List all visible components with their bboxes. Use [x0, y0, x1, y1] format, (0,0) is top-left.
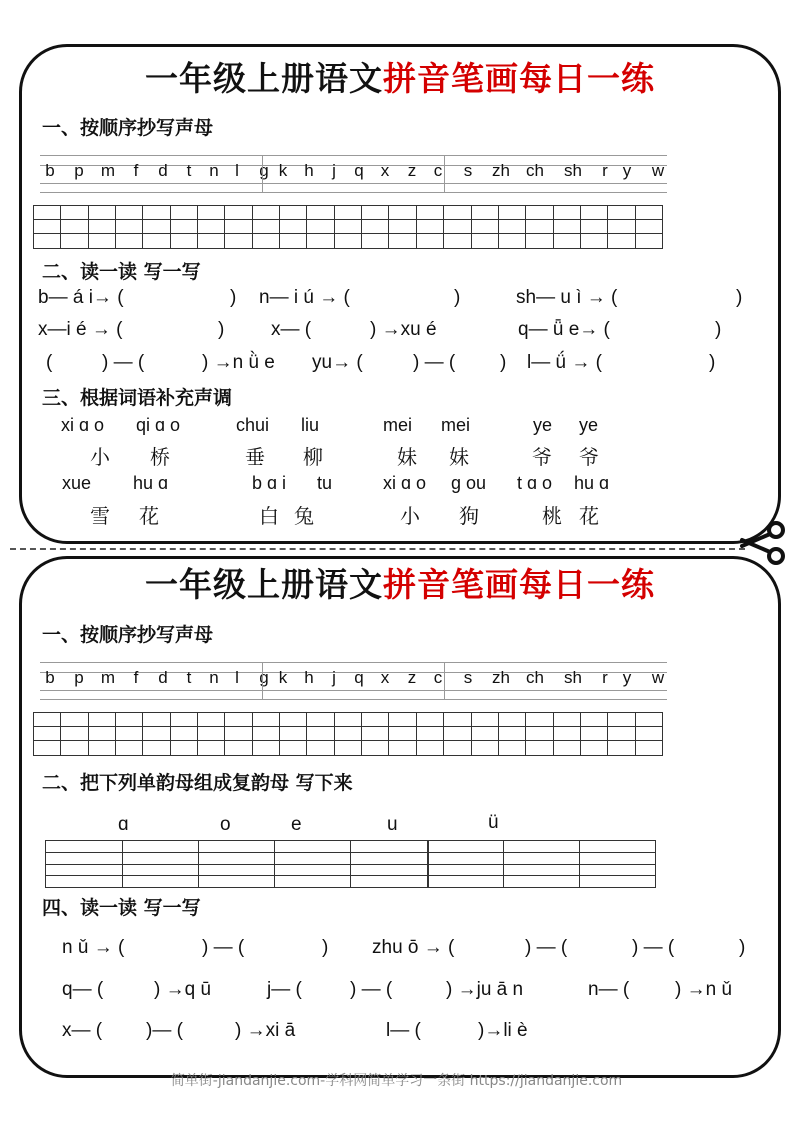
exercise-text: ): [500, 352, 507, 373]
grid-cell[interactable]: [280, 234, 307, 248]
hanzi-char: 小: [90, 445, 110, 469]
grid-cell[interactable]: [362, 713, 389, 726]
grid-cell[interactable]: [198, 713, 225, 726]
grid-cell[interactable]: [362, 727, 389, 740]
cut-line: [10, 548, 745, 550]
grid-cell[interactable]: [608, 220, 635, 233]
section-heading: 一、按顺序抄写声母: [42, 624, 214, 646]
grid-cell[interactable]: [280, 220, 307, 233]
grid-cell[interactable]: [499, 713, 526, 726]
grid-cell[interactable]: [225, 206, 252, 219]
grid-cell[interactable]: [171, 206, 198, 219]
grid-cell[interactable]: [472, 206, 499, 219]
exercise-text: ) →q ū: [154, 979, 212, 1000]
grid-cell[interactable]: [34, 741, 61, 755]
exercise-text: x— (: [62, 1020, 103, 1041]
initial-letter: x: [380, 668, 390, 687]
pinyin-word: hu ɑ: [133, 473, 169, 493]
exercise-text: ): [322, 937, 329, 958]
worksheet-title: 一年级上册语文拼音笔画每日一练: [145, 565, 655, 604]
vowel-label: o: [220, 814, 231, 835]
initial-letter: p: [74, 161, 84, 180]
grid-cell[interactable]: [472, 727, 499, 740]
worksheet-card-2: [19, 556, 781, 1078]
grid-cell[interactable]: [636, 727, 662, 740]
grid-cell[interactable]: [472, 220, 499, 233]
initial-letter: f: [133, 161, 139, 180]
initial-letter: j: [332, 668, 336, 687]
grid-cell[interactable]: [554, 220, 581, 233]
hanzi-char: 桃: [542, 504, 562, 528]
pinyin-word: xi ɑ o: [61, 415, 105, 435]
worksheet-title: 一年级上册语文拼音笔画每日一练: [145, 59, 655, 98]
grid-cell[interactable]: [608, 234, 635, 248]
grid-cell[interactable]: [554, 206, 581, 219]
band-divider: [444, 662, 445, 700]
writing-grid[interactable]: [33, 712, 663, 756]
exercise-text: ) — (: [632, 937, 675, 958]
grid-cell[interactable]: [608, 206, 635, 219]
exercise-text: ) — (: [413, 352, 456, 373]
vowel-label: u: [387, 814, 398, 835]
initial-letter: s: [463, 668, 473, 687]
grid-cell[interactable]: [335, 220, 362, 233]
hanzi-char: 垂: [245, 445, 265, 469]
exercise-text: n— (: [588, 979, 630, 1000]
grid-cell[interactable]: [198, 206, 225, 219]
exercise-text: ) — (: [202, 937, 245, 958]
grid-cell[interactable]: [61, 741, 88, 755]
grid-row: [34, 234, 662, 248]
initial-letter: m: [100, 668, 116, 687]
grid-row: [34, 741, 662, 755]
exercise-text: ) — (: [525, 937, 568, 958]
grid-cell[interactable]: [581, 206, 608, 219]
grid-cell[interactable]: [171, 741, 198, 755]
section-heading: 四、读一读 写一写: [42, 897, 201, 919]
grid-cell[interactable]: [554, 727, 581, 740]
initial-letter: g: [259, 668, 269, 687]
grid-row: [34, 713, 662, 727]
section-heading: 二、把下列单韵母组成复韵母 写下来: [42, 772, 353, 794]
initial-letter: sh: [564, 668, 582, 687]
grid-cell[interactable]: [389, 727, 416, 740]
exercise-text: )— (: [146, 1020, 183, 1041]
initials-writing-band: [40, 662, 667, 700]
initial-letter: n: [209, 161, 219, 180]
exercise-text: ): [454, 287, 461, 308]
hanzi-char: 狗: [459, 504, 479, 528]
initial-letter: w: [651, 668, 665, 687]
initial-letter: ch: [526, 668, 544, 687]
exercise-text: (: [46, 352, 53, 373]
initial-letter: f: [133, 668, 139, 687]
exercise-text: n ǔ → (: [62, 937, 125, 958]
initial-letter: s: [463, 161, 473, 180]
initial-letter: p: [74, 668, 84, 687]
grid-cell[interactable]: [499, 220, 526, 233]
initial-letter: y: [622, 668, 632, 687]
initial-letter: j: [332, 161, 336, 180]
hanzi-char: 雪: [90, 504, 110, 528]
vowel-label: ü: [488, 812, 499, 833]
grid-cell[interactable]: [225, 727, 252, 740]
grid-cell[interactable]: [389, 220, 416, 233]
grid-cell[interactable]: [444, 206, 471, 219]
grid-cell[interactable]: [307, 741, 334, 755]
hanzi-char: 兔: [294, 504, 314, 528]
initial-letter: sh: [564, 161, 582, 180]
hanzi-char: 柳: [303, 445, 323, 469]
grid-cell[interactable]: [307, 206, 334, 219]
grid-cell[interactable]: [472, 234, 499, 248]
grid-cell[interactable]: [116, 713, 143, 726]
grid-row: [34, 206, 662, 220]
vowel-label: ɑ: [118, 814, 129, 835]
exercise-text: ) →xi ā: [235, 1020, 296, 1041]
grid-cell[interactable]: [581, 234, 608, 248]
band-divider: [262, 155, 263, 193]
pinyin-word: liu: [301, 415, 320, 435]
initial-letter: t: [186, 161, 192, 180]
grid-cell[interactable]: [280, 206, 307, 219]
grid-row: [34, 220, 662, 234]
exercise-text: ) →ju ā n: [446, 979, 524, 1000]
grid-cell[interactable]: [307, 220, 334, 233]
section-heading: 一、按顺序抄写声母: [42, 117, 214, 139]
grid-cell[interactable]: [335, 727, 362, 740]
exercise-text: ) — (: [350, 979, 393, 1000]
grid-cell[interactable]: [171, 727, 198, 740]
grid-cell[interactable]: [526, 234, 553, 248]
grid-cell[interactable]: [116, 220, 143, 233]
initial-letter: y: [622, 161, 632, 180]
grid-cell[interactable]: [171, 713, 198, 726]
pinyin-word: xue: [62, 473, 92, 493]
grid-cell[interactable]: [608, 741, 635, 755]
grid-cell[interactable]: [225, 220, 252, 233]
grid-cell[interactable]: [280, 713, 307, 726]
grid-cell[interactable]: [307, 234, 334, 248]
hanzi-char: 妹: [397, 445, 417, 469]
grid-cell[interactable]: [89, 220, 116, 233]
initial-letter: c: [433, 161, 443, 180]
grid-cell[interactable]: [444, 713, 471, 726]
grid-cell[interactable]: [280, 741, 307, 755]
grid-cell[interactable]: [417, 220, 444, 233]
grid-cell[interactable]: [143, 220, 170, 233]
grid-cell[interactable]: [253, 206, 280, 219]
initials-row: [40, 161, 667, 189]
initial-letter: z: [407, 161, 417, 180]
grid-cell[interactable]: [444, 741, 471, 755]
grid-cell[interactable]: [526, 713, 553, 726]
initial-letter: q: [354, 668, 364, 687]
grid-cell[interactable]: [89, 713, 116, 726]
initial-letter: l: [235, 161, 239, 180]
grid-cell[interactable]: [143, 234, 170, 248]
grid-cell[interactable]: [335, 741, 362, 755]
grid-cell[interactable]: [526, 206, 553, 219]
initial-letter: g: [259, 161, 269, 180]
grid-cell[interactable]: [554, 741, 581, 755]
initial-letter: m: [100, 161, 116, 180]
hanzi-char: 小: [400, 504, 420, 528]
initials-writing-band: [40, 155, 667, 193]
exercise-text: q— ǖ e→ (: [518, 319, 610, 340]
writing-grid[interactable]: [33, 205, 663, 249]
grid-cell[interactable]: [198, 741, 225, 755]
exercise-text: x—i é → (: [38, 319, 123, 340]
initial-letter: t: [186, 668, 192, 687]
pinyin-word: t ɑ o: [517, 473, 553, 493]
exercise-text: l— (: [386, 1020, 421, 1041]
grid-cell[interactable]: [362, 234, 389, 248]
grid-cell[interactable]: [61, 727, 88, 740]
exercise-text: q— (: [62, 979, 104, 1000]
initial-letter: b: [45, 161, 55, 180]
exercise-text: x— (: [271, 319, 312, 340]
grid-cell[interactable]: [34, 220, 61, 233]
grid-cell[interactable]: [171, 234, 198, 248]
exercise-text: ) →n ǔ: [675, 979, 733, 1000]
worksheet-card-1: [19, 44, 781, 544]
grid-cell[interactable]: [499, 741, 526, 755]
pinyin-word: g ou: [451, 473, 487, 493]
exercise-text: )→li è: [478, 1020, 528, 1041]
grid-cell[interactable]: [307, 727, 334, 740]
initial-letter: x: [380, 161, 390, 180]
grid-cell[interactable]: [362, 206, 389, 219]
initial-letter: l: [235, 668, 239, 687]
grid-cell[interactable]: [608, 713, 635, 726]
initial-letter: h: [304, 668, 314, 687]
initial-letter: w: [651, 161, 665, 180]
grid-cell[interactable]: [417, 206, 444, 219]
grid-cell[interactable]: [34, 713, 61, 726]
grid-cell[interactable]: [636, 206, 662, 219]
pinyin-word: xi ɑ o: [383, 473, 427, 493]
hanzi-char: 花: [579, 504, 599, 528]
exercise-text: ): [736, 287, 743, 308]
initial-letter: c: [433, 668, 443, 687]
grid-cell[interactable]: [389, 713, 416, 726]
grid-cell[interactable]: [417, 234, 444, 248]
exercise-text: ): [218, 319, 225, 340]
grid-cell[interactable]: [253, 234, 280, 248]
grid-cell[interactable]: [526, 220, 553, 233]
pinyin-word: tu: [317, 473, 333, 493]
initial-letter: n: [209, 668, 219, 687]
grid-cell[interactable]: [335, 234, 362, 248]
pinyin-word: mei: [441, 415, 471, 435]
grid-cell[interactable]: [61, 220, 88, 233]
grid-cell[interactable]: [554, 713, 581, 726]
exercise-text: ) →n ǜ e: [202, 352, 275, 373]
grid-cell[interactable]: [581, 220, 608, 233]
section-heading: 二、读一读 写一写: [42, 261, 201, 283]
grid-cell[interactable]: [389, 206, 416, 219]
hanzi-char: 爷: [579, 445, 599, 469]
grid-row: [34, 727, 662, 741]
section-heading: 三、根据词语补充声调: [42, 387, 233, 409]
initial-letter: k: [278, 161, 288, 180]
hanzi-char: 白: [259, 504, 279, 528]
pinyin-word: chui: [236, 415, 270, 435]
grid-cell[interactable]: [34, 727, 61, 740]
grid-cell[interactable]: [116, 206, 143, 219]
grid-cell[interactable]: [253, 713, 280, 726]
grid-cell[interactable]: [143, 713, 170, 726]
grid-cell[interactable]: [253, 741, 280, 755]
grid-cell[interactable]: [89, 234, 116, 248]
grid-cell[interactable]: [389, 234, 416, 248]
grid-cell[interactable]: [472, 741, 499, 755]
vowel-writing-grid[interactable]: [45, 840, 656, 888]
grid-cell[interactable]: [444, 234, 471, 248]
grid-cell[interactable]: [143, 206, 170, 219]
grid-cell[interactable]: [526, 727, 553, 740]
grid-cell[interactable]: [335, 713, 362, 726]
grid-cell[interactable]: [171, 220, 198, 233]
pinyin-word: qi ɑ o: [136, 415, 181, 435]
grid-cell[interactable]: [34, 234, 61, 248]
grid-cell[interactable]: [253, 727, 280, 740]
grid-cell[interactable]: [116, 727, 143, 740]
pinyin-word: ye: [533, 415, 553, 435]
exercise-text: ): [230, 287, 237, 308]
initial-letter: d: [158, 161, 168, 180]
grid-cell[interactable]: [444, 727, 471, 740]
exercise-text: ): [739, 937, 746, 958]
grid-cell[interactable]: [116, 234, 143, 248]
grid-cell[interactable]: [554, 234, 581, 248]
grid-cell[interactable]: [198, 220, 225, 233]
band-divider: [444, 155, 445, 193]
exercise-text: ): [709, 352, 716, 373]
grid-cell[interactable]: [581, 741, 608, 755]
initials-row: [40, 668, 667, 696]
pinyin-word: b ɑ i: [252, 473, 287, 493]
grid-cell[interactable]: [636, 234, 662, 248]
grid-cell[interactable]: [225, 741, 252, 755]
grid-cell[interactable]: [143, 741, 170, 755]
grid-cell[interactable]: [417, 741, 444, 755]
grid-cell[interactable]: [89, 727, 116, 740]
pinyin-word: mei: [383, 415, 413, 435]
initial-letter: z: [407, 668, 417, 687]
pinyin-word: hu ɑ: [574, 473, 610, 493]
grid-cell[interactable]: [417, 713, 444, 726]
grid-cell[interactable]: [61, 713, 88, 726]
exercise-text: sh— u ì → (: [516, 287, 618, 308]
exercise-text: b— á i→ (: [38, 287, 124, 308]
exercise-text: zhu ō → (: [372, 937, 455, 958]
exercise-text: l— ǘ → (: [527, 352, 602, 373]
grid-cell[interactable]: [417, 727, 444, 740]
exercise-text: ) — (: [102, 352, 145, 373]
footer-watermark: 简单街-jiandanjie.com-学科网简单学习一条街 https://jiandanjie.com: [170, 1073, 623, 1089]
grid-cell[interactable]: [636, 713, 662, 726]
grid-cell[interactable]: [581, 727, 608, 740]
grid-cell[interactable]: [636, 220, 662, 233]
initial-letter: r: [602, 161, 608, 180]
initial-letter: ch: [526, 161, 544, 180]
exercise-text: n— i ú → (: [259, 287, 350, 308]
hanzi-char: 桥: [150, 445, 170, 469]
grid-cell[interactable]: [116, 741, 143, 755]
band-divider: [262, 662, 263, 700]
grid-cell[interactable]: [499, 234, 526, 248]
grid-cell[interactable]: [526, 741, 553, 755]
grid-cell[interactable]: [581, 713, 608, 726]
grid-cell[interactable]: [499, 727, 526, 740]
grid-cell[interactable]: [280, 727, 307, 740]
grid-cell[interactable]: [89, 741, 116, 755]
grid-cell[interactable]: [335, 206, 362, 219]
initial-letter: b: [45, 668, 55, 687]
exercise-text: yu→ (: [312, 352, 363, 373]
hanzi-char: 花: [139, 504, 159, 528]
grid-cell[interactable]: [34, 206, 61, 219]
grid-cell[interactable]: [472, 713, 499, 726]
initial-letter: d: [158, 668, 168, 687]
vowel-label: e: [291, 814, 302, 835]
grid-cell[interactable]: [307, 713, 334, 726]
grid-cell[interactable]: [198, 727, 225, 740]
hanzi-char: 爷: [532, 445, 552, 469]
grid-cell[interactable]: [61, 206, 88, 219]
hanzi-char: 妹: [449, 445, 469, 469]
initial-letter: zh: [492, 161, 510, 180]
grid-cell[interactable]: [362, 741, 389, 755]
grid-cell[interactable]: [89, 206, 116, 219]
grid-cell[interactable]: [225, 713, 252, 726]
exercise-text: ) →xu é: [370, 319, 437, 340]
grid-cell[interactable]: [143, 727, 170, 740]
initial-letter: zh: [492, 668, 510, 687]
initial-letter: k: [278, 668, 288, 687]
grid-cell[interactable]: [389, 741, 416, 755]
grid-cell[interactable]: [225, 234, 252, 248]
grid-cell[interactable]: [499, 206, 526, 219]
grid-cell[interactable]: [253, 220, 280, 233]
initial-letter: r: [602, 668, 608, 687]
grid-cell[interactable]: [636, 741, 662, 755]
initial-letter: q: [354, 161, 364, 180]
pinyin-word: ye: [579, 415, 599, 435]
exercise-text: ): [715, 319, 722, 340]
grid-cell[interactable]: [362, 220, 389, 233]
grid-cell[interactable]: [198, 234, 225, 248]
grid-cell[interactable]: [61, 234, 88, 248]
grid-cell[interactable]: [608, 727, 635, 740]
exercise-text: j— (: [267, 979, 302, 1000]
initial-letter: h: [304, 161, 314, 180]
grid-cell[interactable]: [444, 220, 471, 233]
